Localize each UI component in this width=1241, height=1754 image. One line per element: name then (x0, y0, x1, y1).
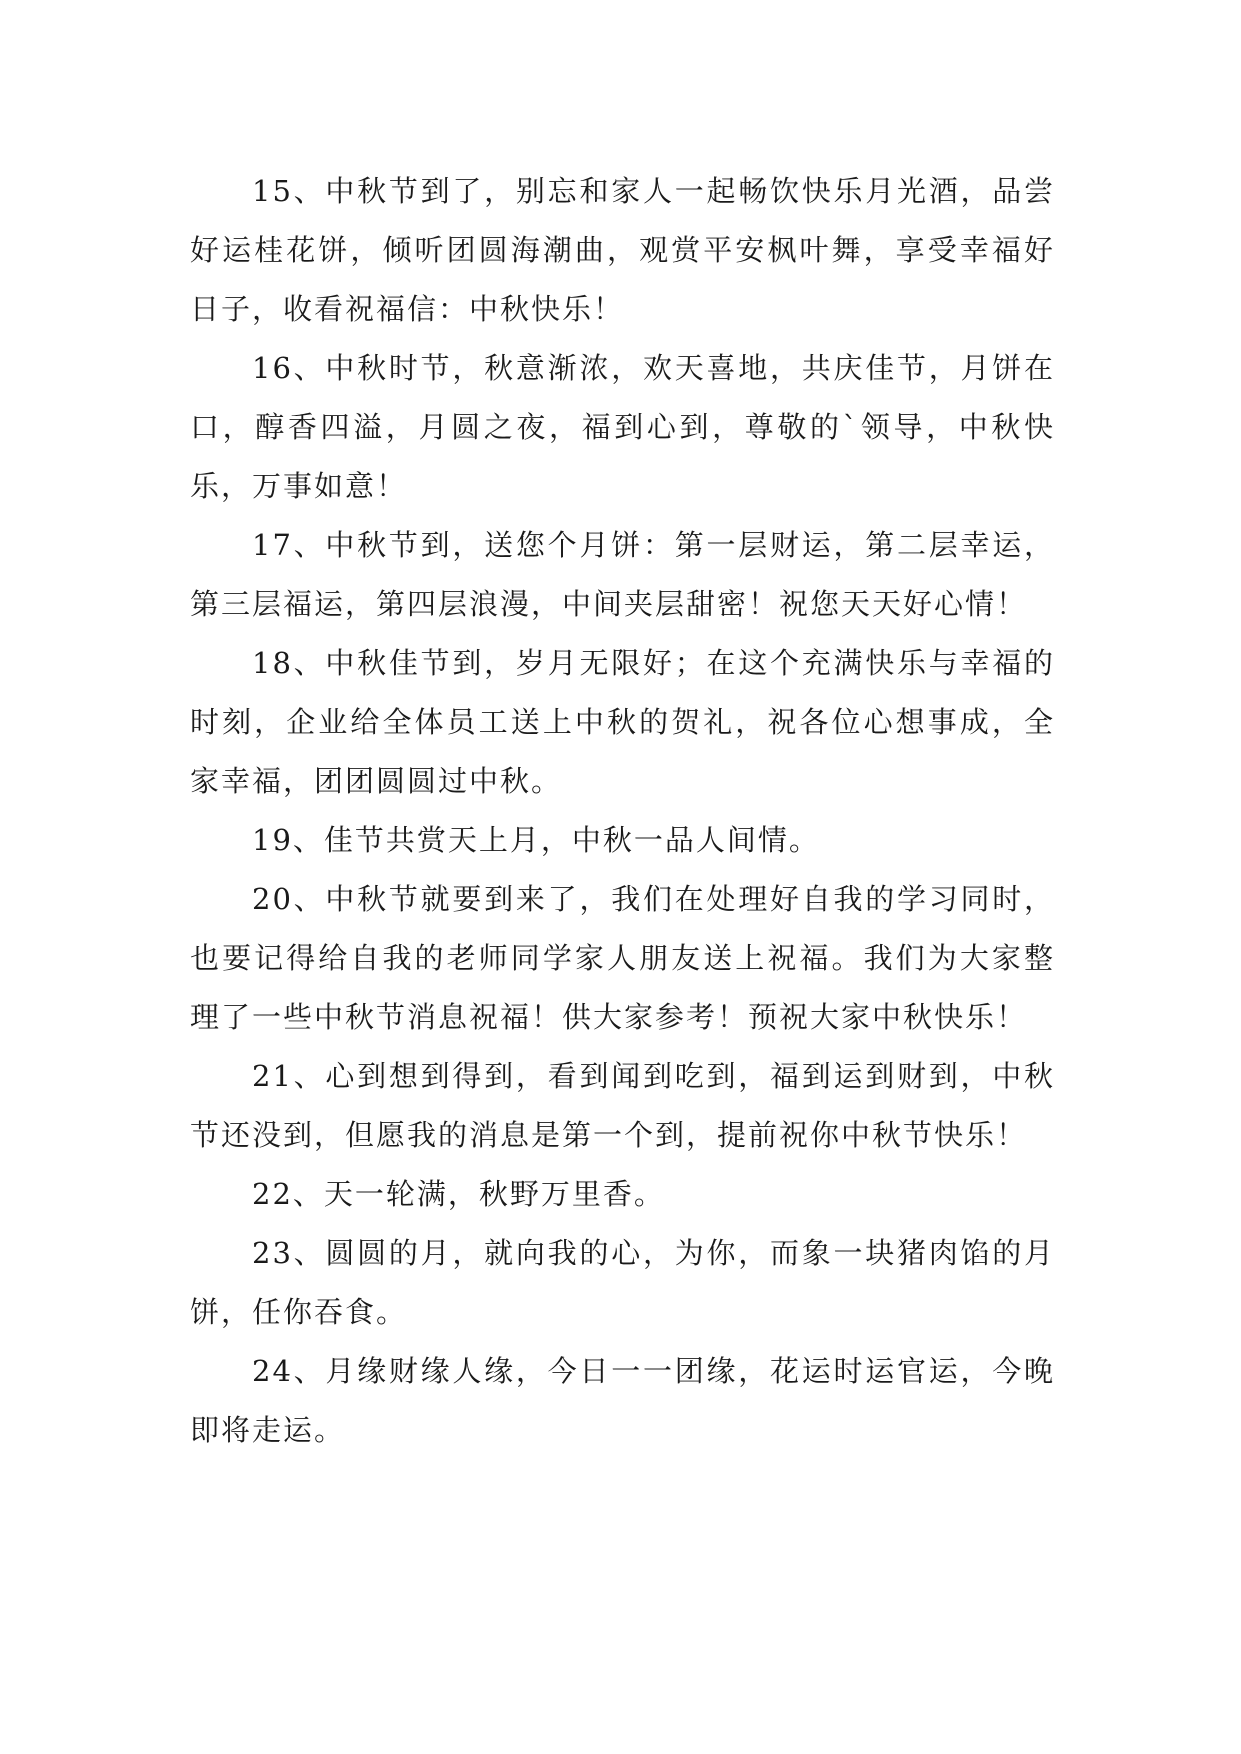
paragraph-16: 16、中秋时节，秋意渐浓，欢天喜地，共庆佳节，月饼在口，醇香四溢，月圆之夜，福到心到，尊敬的`领导，中秋快乐，万事如意！ (190, 351, 1055, 503)
paragraph-18: 18、中秋佳节到，岁月无限好；在这个充满快乐与幸福的时刻，企业给全体员工送上中秋的贺礼，祝各位心想事成，全家幸福，团团圆圆过中秋。 (190, 646, 1055, 798)
paragraph-20: 20、中秋节就要到来了，我们在处理好自我的学习同时，也要记得给自我的老师同学家人朋友送上祝福。我们为大家整理了一些中秋节消息祝福！供大家参考！预祝大家中秋快乐！ (190, 882, 1055, 1034)
paragraph-23: 23、圆圆的月，就向我的心，为你，而象一块猪肉馅的月饼，任你吞食。 (190, 1236, 1055, 1329)
document-body (190, 162, 1055, 1460)
paragraph-15: 15、中秋节到了，别忘和家人一起畅饮快乐月光酒，品尝好运桂花饼，倾听团圆海潮曲，观赏平安枫叶舞，享受幸福好日子，收看祝福信：中秋快乐！ (190, 174, 1055, 326)
paragraph-22: 22、天一轮满，秋野万里香。 (252, 1177, 665, 1211)
paragraph-24: 24、月缘财缘人缘，今日一一团缘，花运时运官运，今晚即将走运。 (190, 1354, 1055, 1447)
paragraph-17: 17、中秋节到，送您个月饼：第一层财运，第二层幸运，第三层福运，第四层浪漫，中间夹层甜密！祝您天天好心情！ (190, 528, 1055, 621)
paragraph-21: 21、心到想到得到，看到闻到吃到，福到运到财到，中秋节还没到，但愿我的消息是第一个到，提前祝你中秋节快乐！ (190, 1059, 1055, 1152)
paragraph-19: 19、佳节共赏天上月，中秋一品人间情。 (252, 823, 820, 857)
